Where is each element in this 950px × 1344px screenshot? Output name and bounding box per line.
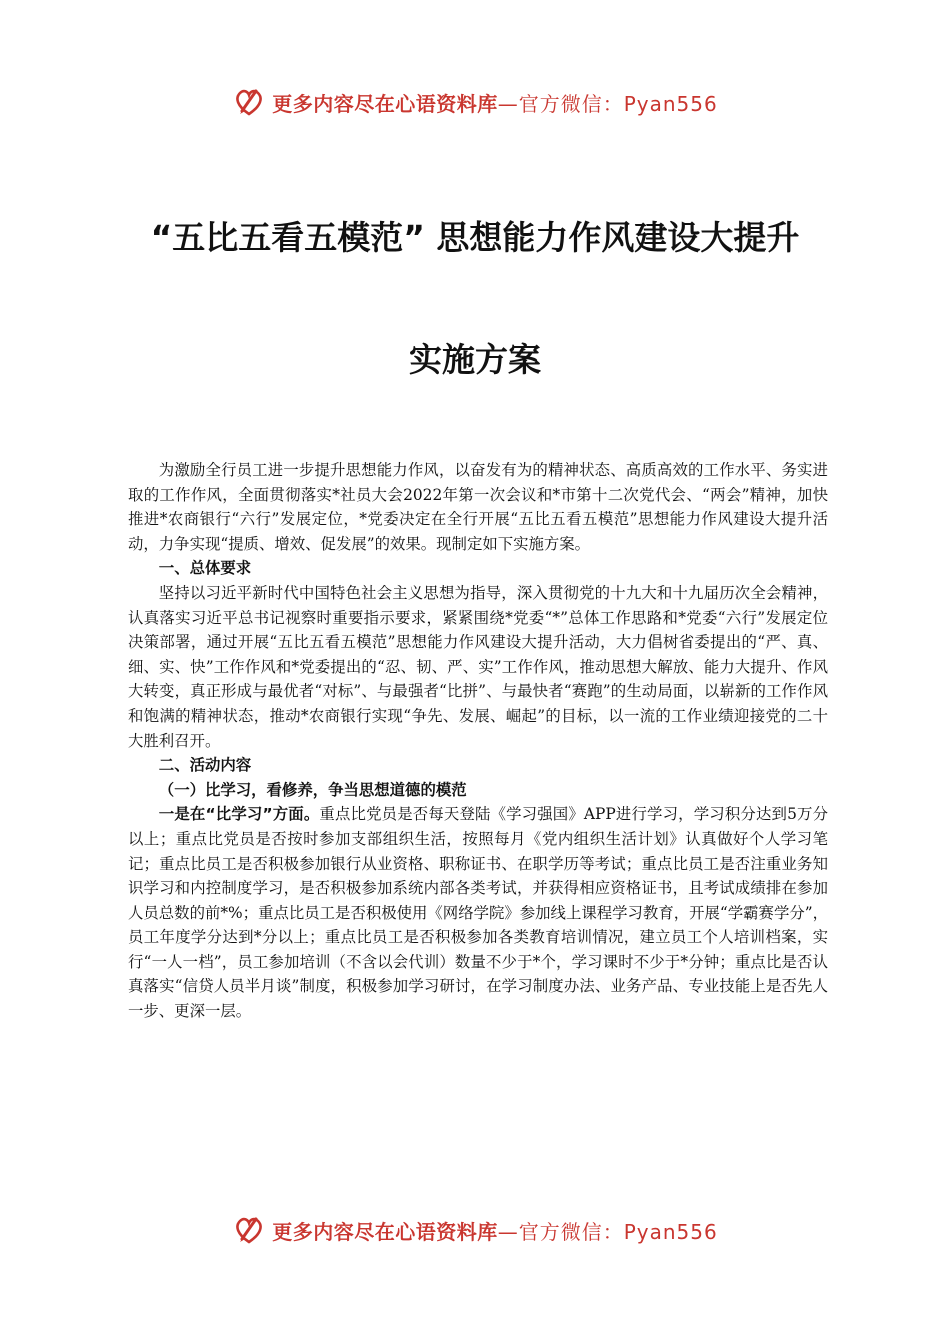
banner-lead-text: 更多内容尽在心语资料库 <box>272 91 498 116</box>
banner-lead-text: 更多内容尽在心语资料库 <box>272 1219 498 1244</box>
banner-tail-text: —官方微信：Pyan556 <box>497 91 718 116</box>
study-paragraph-lead: 一是在“比学习”方面。 <box>158 805 320 824</box>
section2-heading: 二、活动内容 <box>158 756 252 775</box>
subsection1-heading: （一）比学习，看修养，争当思想道德的模范 <box>158 780 467 799</box>
document-body <box>128 458 828 1024</box>
study-paragraph-text: 重点比党员是否每天登陆《学习强国》APP进行学习，学习积分达到5万分以上；重点比党员是否按时参加支部组织生活，按照每月《党内组织生活计划》认真做好个人学习笔记；重点比员工是否积极参加银行从业资格、职称证书、在职学历等考试；重点比员工是否注重业务知识学习和内控制度学习，是否积极参加系统内部各类考试，并获得相应资格证书，且考试成绩排在参加人员总数的前*%；重点比员工是否积极使用《网络学院》参加线上课程学习教育，开展“学霸赛学分”，员工年度学分达到*分以上；重点比员工是否积极参加各类教育培训情况，建立员工个人培训档案，实行“一人一档”，员工参加培训（不含以会代训）数量不少于*个，学习课时不少于*分钟；重点比是否认真落实“信贷人员半月谈”制度，积极参加学习研讨，在学习制度办法、业务产品、专业技能上是否先人一步、更深一层。 <box>128 805 828 1021</box>
footer-banner <box>0 1210 950 1250</box>
document-title-line1: “五比五看五模范” 思想能力作风建设大提升 <box>150 218 800 257</box>
document-title-line2: 实施方案 <box>409 340 541 379</box>
intro-paragraph: 为激励全行员工进一步提升思想能力作风，以奋发有为的精神状态、高质高效的工作水平、务实进取的工作作风，全面贯彻落实*社员大会2022年第一次会议和*市第十二次党代会、“两会”精神，加快推进*农商银行“六行”发展定位，*党委决定在全行开展“五比五看五模范”思想能力作风建设大提升活动，力争实现“提质、增效、促发展”的效果。现制定如下实施方案。 <box>128 461 828 553</box>
banner-tail-text: —官方微信：Pyan556 <box>497 1219 718 1244</box>
pen-heart-logo-icon <box>232 85 266 119</box>
study-paragraph <box>128 802 828 1023</box>
pen-heart-logo-icon <box>232 1213 266 1247</box>
section1-paragraph: 坚持以习近平新时代中国特色社会主义思想为指导，深入贯彻党的十九大和十九届历次全会精神，认真落实习近平总书记视察时重要指示要求，紧紧围绕*党委“*”总体工作思路和*党委“六行”发展定位决策部署，通过开展“五比五看五模范”思想能力作风建设大提升活动，大力倡树省委提出的“严、真、细、实、快”工作作风和*党委提出的“忍、韧、严、实”工作作风，推动思想大解放、能力大提升、作风大转变，真正形成与最优者“对标”、与最强者“比拼”、与最快者“赛跑”的生动局面，以崭新的工作作风和饱满的精神状态，推动*农商银行实现“争先、发展、崛起”的目标，以一流的工作业绩迎接党的二十大胜利召开。 <box>128 583 828 750</box>
header-banner <box>0 82 950 122</box>
section1-heading: 一、总体要求 <box>158 559 252 578</box>
